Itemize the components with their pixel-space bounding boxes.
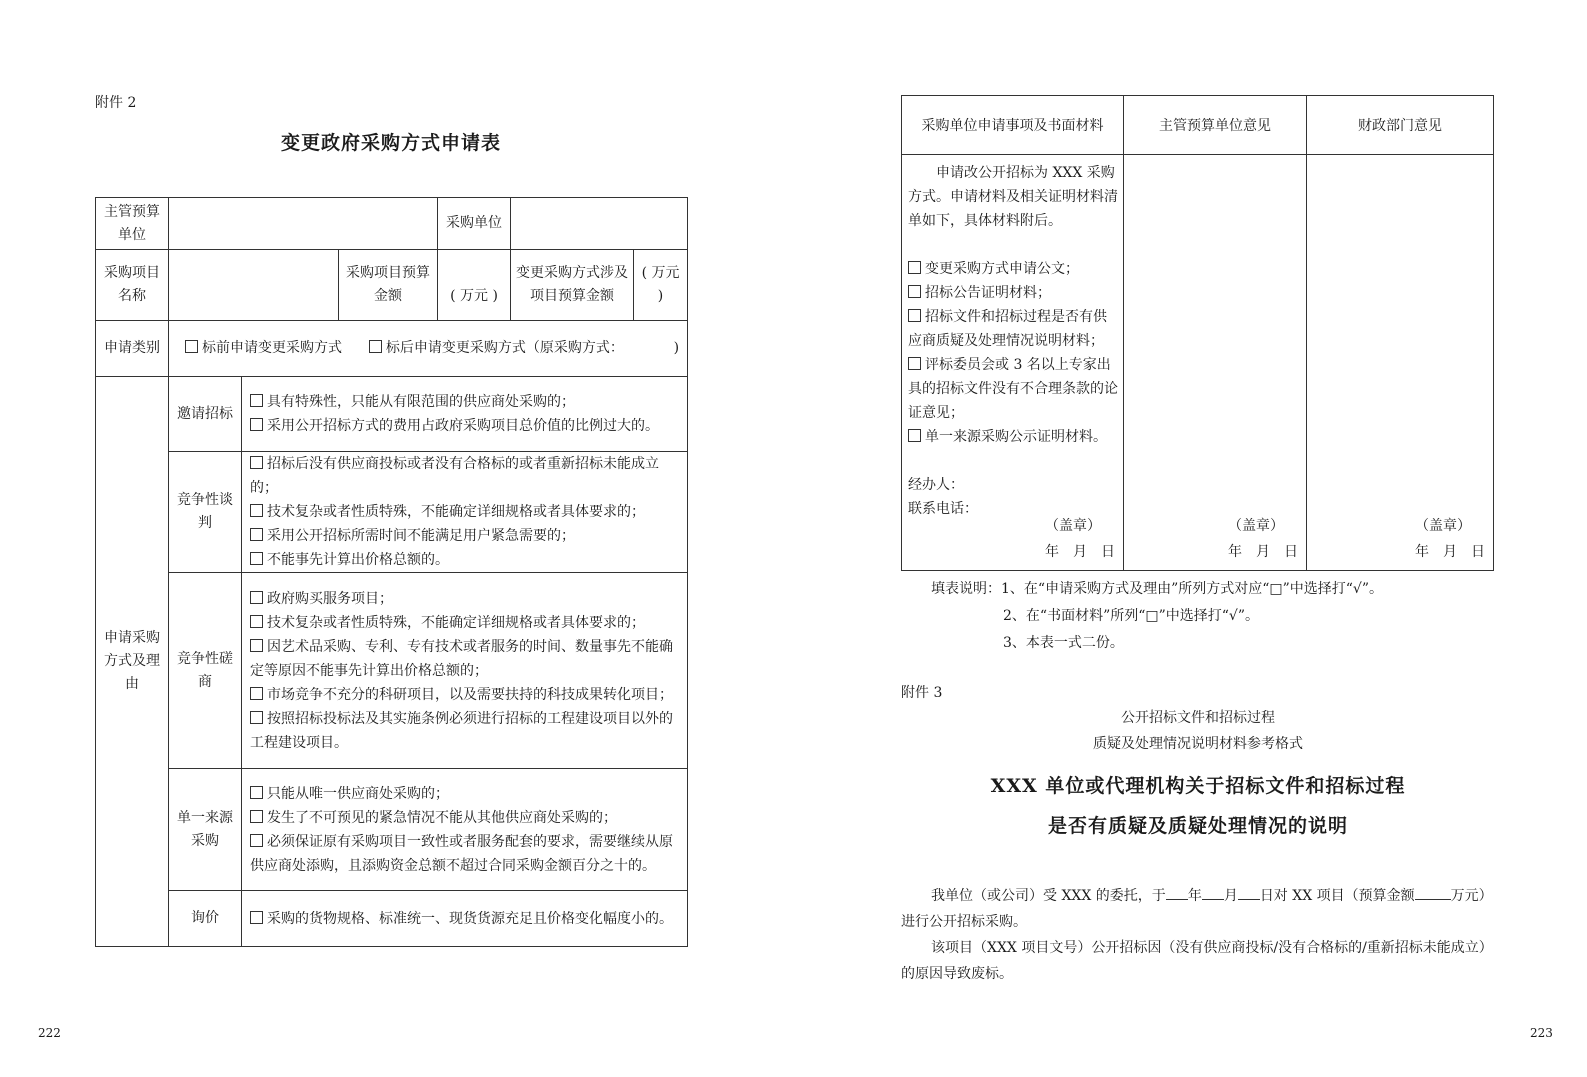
dept-value[interactable]	[169, 198, 438, 250]
attachment-label: 附件 2	[95, 95, 137, 111]
date-label: 年 月 日	[1228, 544, 1298, 560]
checkbox[interactable]	[250, 810, 263, 823]
checkbox[interactable]	[908, 285, 921, 298]
stamp-label: （盖章）	[1228, 518, 1284, 534]
attachment3-title1: XXX 单位或代理机构关于招标文件和招标过程	[990, 775, 1406, 797]
method-items	[242, 573, 688, 769]
blank-year[interactable]	[1166, 899, 1188, 900]
application-cell	[902, 155, 1124, 571]
changed-budget-unit[interactable]: ( 万元 )	[634, 250, 688, 321]
method-item: 市场竞争不充分的科研项目，以及需要扶持的科技成果转化项目；	[250, 683, 679, 707]
method-item: 招标后没有供应商投标或者没有合格标的或者重新招标未能成立的；	[250, 456, 659, 496]
project-name-value[interactable]	[169, 250, 339, 321]
attachment3-subtitle1: 公开招标文件和招标过程	[1121, 710, 1275, 726]
method-item: 政府购买服务项目；	[250, 587, 679, 611]
dept-opinion-cell[interactable]	[1124, 155, 1307, 571]
date-label: 年 月 日	[1415, 544, 1485, 560]
budget-unit[interactable]: ( 万元 )	[438, 250, 511, 321]
method-item: 发生了不可预见的紧急情况不能从其他供应商处采购的；	[250, 806, 679, 830]
category-label: 申请类别	[96, 321, 169, 377]
method-item: 采用公开招标所需时间不能满足用户紧急需要的；	[250, 524, 679, 548]
date-label: 年 月 日	[1045, 544, 1115, 560]
purchaser-label: 采购单位	[438, 198, 511, 250]
method-item: 不能事先计算出价格总额的。	[250, 548, 679, 572]
method-item: 技术复杂或者性质特殊，不能确定详细规格或者具体要求的；	[250, 500, 679, 524]
option-post-close: )	[673, 340, 680, 356]
checklist-item: 招标公告证明材料；	[908, 281, 1119, 305]
attachment3-title2: 是否有质疑及质疑处理情况的说明	[1047, 815, 1348, 837]
checklist-item: 招标文件和招标过程是否有供应商质疑及处理情况说明材料；	[908, 309, 1107, 349]
method-items	[242, 891, 688, 947]
method-item: 只能从唯一供应商处采购的；	[250, 782, 679, 806]
checkbox[interactable]	[250, 615, 263, 628]
header-dept-opinion: 主管预算单位意见	[1124, 96, 1307, 155]
checkbox[interactable]	[250, 786, 263, 799]
purchaser-value[interactable]	[511, 198, 688, 250]
checkbox[interactable]	[908, 261, 921, 274]
method-item: 采用公开招标方式的费用占政府采购项目总价值的比例过大的。	[250, 414, 679, 438]
checkbox[interactable]	[250, 687, 263, 700]
option-pre-tender: 标前申请变更采购方式	[202, 340, 342, 356]
method-items	[242, 769, 688, 891]
blank-month[interactable]	[1202, 899, 1224, 900]
method-name: 单一来源采购	[169, 769, 242, 891]
fill-note-2: 2、在“书面材料”所列“□”中选择打“√”。	[1003, 608, 1259, 624]
method-item: 因艺术品采购、专利、专有技术或者服务的时间、数量事先不能确定等原因不能事先计算出价格总额的；	[250, 638, 673, 679]
method-item: 具有特殊性，只能从有限范围的供应商处采购的；	[250, 390, 679, 414]
checkbox[interactable]	[250, 591, 263, 604]
checklist-item: 评标委员会或 3 名以上专家出具的招标文件没有不合理条款的论证意见；	[908, 357, 1118, 421]
checkbox[interactable]	[908, 309, 921, 322]
method-item: 按照招标投标法及其实施条例必须进行招标的工程建设项目以外的工程建设项目。	[250, 710, 673, 751]
paragraph-2: 该项目（XXX 项目文号）公开招标因（没有供应商投标/没有合格标的/重新招标未能成立）的原因导致废标。	[901, 940, 1493, 982]
stamp-label: （盖章）	[1045, 518, 1101, 534]
dept-label: 主管预算单位	[96, 198, 169, 250]
checkbox[interactable]	[908, 357, 921, 370]
blank-budget[interactable]	[1415, 899, 1451, 900]
blank-day[interactable]	[1238, 899, 1260, 900]
changed-budget-label: 变更采购方式涉及项目预算金额	[511, 250, 634, 321]
method-name: 竞争性磋商	[169, 573, 242, 769]
budget-label: 采购项目预算金额	[339, 250, 438, 321]
method-items	[242, 452, 688, 573]
checklist-item: 变更采购方式申请公文；	[908, 257, 1119, 281]
category-options	[169, 321, 688, 377]
header-application: 采购单位申请事项及书面材料	[902, 96, 1124, 155]
finance-opinion-cell[interactable]	[1307, 155, 1494, 571]
reason-label: 申请采购方式及理由	[96, 377, 169, 947]
page-number-right: 223	[1530, 1026, 1553, 1040]
phone-label: 联系电话：	[908, 501, 978, 517]
checkbox[interactable]	[250, 711, 263, 724]
checkbox[interactable]	[250, 528, 263, 541]
method-item: 采购的货物规格、标准统一、现货货源充足且价格变化幅度小的。	[250, 907, 679, 931]
checkbox-post-tender[interactable]	[369, 340, 382, 353]
method-name: 询价	[169, 891, 242, 947]
application-text: 申请改公开招标为 XXX 采购方式。申请材料及相关证明材料清单如下，具体材料附后。	[908, 165, 1118, 229]
checkbox[interactable]	[250, 639, 263, 652]
paragraph-1: 我单位（或公司）受 XXX 的委托，于 年 月 日对 XX 项目（预算金额 万元）进行公开招标采购。	[901, 888, 1493, 930]
checkbox[interactable]	[250, 394, 263, 407]
checkbox[interactable]	[250, 456, 263, 469]
option-post-tender: 标后申请变更采购方式（原采购方式：	[385, 340, 624, 356]
form-title: 变更政府采购方式申请表	[280, 132, 501, 154]
attachment3-label: 附件 3	[901, 685, 943, 701]
fill-note-1: 填表说明：1、在“申请采购方式及理由”所列方式对应“□”中选择打“√”。	[931, 581, 1383, 597]
fill-note-3: 3、本表一式二份。	[1003, 635, 1124, 651]
method-item: 技术复杂或者性质特殊，不能确定详细规格或者具体要求的；	[250, 611, 679, 635]
checkbox[interactable]	[250, 418, 263, 431]
method-name: 竞争性谈判	[169, 452, 242, 573]
checklist-item: 单一来源采购公示证明材料。	[908, 425, 1119, 449]
stamp-label: （盖章）	[1415, 518, 1471, 534]
application-form-table	[95, 197, 688, 947]
checkbox-pre-tender[interactable]	[185, 340, 198, 353]
handler-label: 经办人：	[908, 477, 964, 493]
checkbox[interactable]	[908, 429, 921, 442]
checkbox[interactable]	[250, 504, 263, 517]
approval-table	[901, 95, 1494, 571]
method-items	[242, 377, 688, 452]
checkbox[interactable]	[250, 552, 263, 565]
checkbox[interactable]	[250, 834, 263, 847]
page-number-left: 222	[38, 1026, 61, 1040]
project-name-label: 采购项目名称	[96, 250, 169, 321]
method-item: 必须保证原有采购项目一致性或者服务配套的要求，需要继续从原供应商处添购，且添购资金总额不超过合同采购金额百分之十的。	[250, 833, 673, 874]
attachment3-subtitle2: 质疑及处理情况说明材料参考格式	[1093, 736, 1303, 752]
method-name: 邀请招标	[169, 377, 242, 452]
header-finance-opinion: 财政部门意见	[1307, 96, 1494, 155]
checkbox[interactable]	[250, 911, 263, 924]
